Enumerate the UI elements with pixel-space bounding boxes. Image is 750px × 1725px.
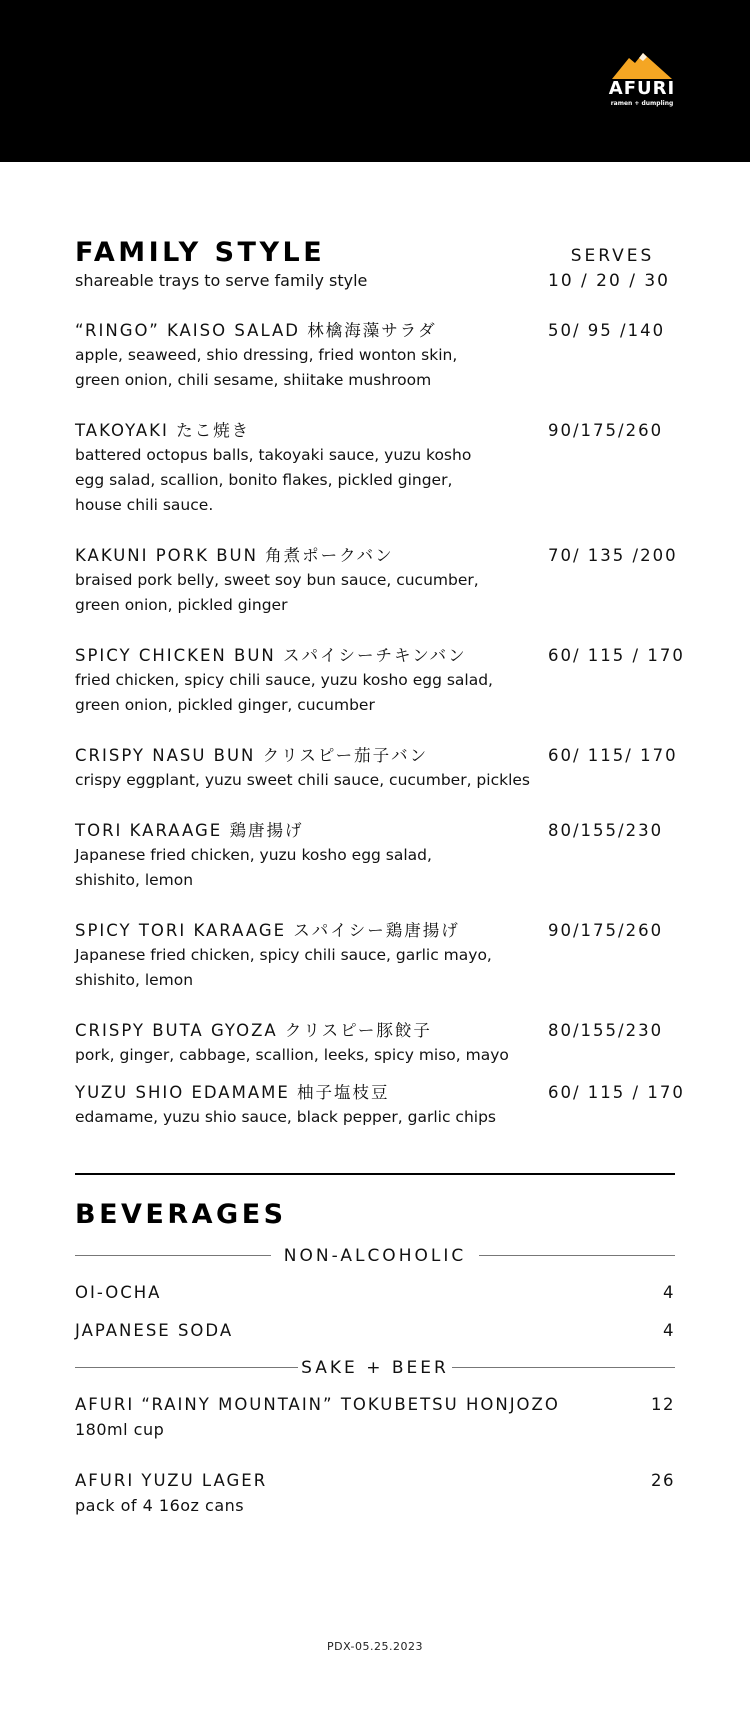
item-name: CRISPY NASU BUN クリスピー茄子バン bbox=[75, 746, 429, 765]
item-name: SPICY TORI KARAAGE スパイシー鶏唐揚げ bbox=[75, 921, 460, 940]
logo-tagline: ramen + dumpling bbox=[610, 100, 674, 107]
menu-item bbox=[75, 745, 678, 793]
item-description: Japanese fried chicken, yuzu kosho egg salad, shishito, lemon bbox=[75, 846, 432, 889]
family-style-title: FAMILY STYLE bbox=[75, 237, 326, 268]
item-name: “RINGO” KAISO SALAD 林檎海藻サラダ bbox=[75, 321, 437, 340]
item-name: SPICY CHICKEN BUN スパイシーチキンバン bbox=[75, 646, 467, 665]
sake-beer-label: SAKE + BEER bbox=[301, 1358, 449, 1378]
beverage-description: pack of 4 16oz cans bbox=[75, 1496, 245, 1515]
item-price: 60/ 115/ 170 bbox=[548, 746, 678, 765]
rule-right bbox=[479, 1255, 675, 1256]
logo-wordmark: AFURI bbox=[608, 78, 676, 99]
beverage-item bbox=[75, 1319, 675, 1343]
item-price: 90/175/260 bbox=[548, 921, 664, 940]
footer-date-code: PDX-05.25.2023 bbox=[326, 1640, 424, 1653]
item-price: 70/ 135 /200 bbox=[548, 546, 678, 565]
menu-item bbox=[75, 1020, 675, 1068]
beverage-item bbox=[75, 1393, 675, 1442]
non-alcoholic-label: NON-ALCOHOLIC bbox=[283, 1246, 467, 1266]
item-description: apple, seaweed, shio dressing, fried wonton skin, green onion, chili sesame, shiitake mushroom bbox=[75, 346, 458, 389]
beverage-description: 180ml cup bbox=[75, 1420, 165, 1439]
beverage-item bbox=[75, 1469, 675, 1518]
menu-item bbox=[75, 320, 675, 393]
item-description: braised pork belly, sweet soy bun sauce, cucumber, green onion, pickled ginger bbox=[75, 571, 479, 614]
sake-beer-header bbox=[75, 1356, 675, 1380]
beverage-price: 4 bbox=[663, 1283, 675, 1302]
beverage-name: AFURI YUZU LAGER bbox=[75, 1471, 268, 1490]
item-price: 60/ 115 / 170 bbox=[548, 646, 685, 665]
beverage-price: 4 bbox=[663, 1321, 675, 1340]
section-divider bbox=[75, 1173, 675, 1175]
item-description: battered octopus balls, takoyaki sauce, yuzu kosho egg salad, scallion, bonito flakes, pickled ginger, house chili sauce. bbox=[75, 446, 472, 514]
item-name: KAKUNI PORK BUN 角煮ポークバン bbox=[75, 546, 394, 565]
family-style-subtitle: shareable trays to serve family style bbox=[75, 271, 368, 290]
serves-sizes: 10 / 20 / 30 bbox=[548, 271, 670, 291]
menu-item bbox=[75, 1082, 685, 1130]
beverage-name: OI-OCHA bbox=[75, 1283, 162, 1302]
beverage-price: 12 bbox=[651, 1395, 675, 1414]
mountain-icon bbox=[612, 52, 672, 80]
item-description: Japanese fried chicken, spicy chili sauce, garlic mayo, shishito, lemon bbox=[75, 946, 492, 989]
item-price: 80/155/230 bbox=[548, 821, 664, 840]
beverage-item bbox=[75, 1281, 675, 1305]
menu-item bbox=[75, 820, 675, 893]
menu-item bbox=[75, 420, 675, 518]
item-description: edamame, yuzu shio sauce, black pepper, garlic chips bbox=[75, 1108, 496, 1126]
rule-right bbox=[452, 1367, 675, 1368]
beverages-title: BEVERAGES bbox=[75, 1199, 287, 1230]
item-name: CRISPY BUTA GYOZA クリスピー豚餃子 bbox=[75, 1021, 432, 1040]
item-price: 80/155/230 bbox=[548, 1021, 664, 1040]
item-price: 50/ 95 /140 bbox=[548, 321, 666, 340]
item-name: YUZU SHIO EDAMAME 柚子塩枝豆 bbox=[75, 1083, 390, 1102]
header-bar bbox=[0, 0, 750, 162]
item-description: crispy eggplant, yuzu sweet chili sauce, cucumber, pickles bbox=[75, 771, 530, 789]
beverage-price: 26 bbox=[651, 1471, 675, 1490]
afuri-logo bbox=[606, 52, 678, 112]
item-price: 60/ 115 / 170 bbox=[548, 1083, 685, 1102]
non-alcoholic-header bbox=[75, 1244, 675, 1268]
menu-item bbox=[75, 920, 675, 993]
item-name: TAKOYAKI たこ焼き bbox=[75, 421, 251, 440]
beverage-name: AFURI “RAINY MOUNTAIN” TOKUBETSU HONJOZO bbox=[75, 1395, 560, 1414]
item-name: TORI KARAAGE 鶏唐揚げ bbox=[75, 821, 304, 840]
menu-item bbox=[75, 645, 685, 718]
menu-item bbox=[75, 545, 678, 618]
item-description: fried chicken, spicy chili sauce, yuzu kosho egg salad, green onion, pickled ginger, cucumber bbox=[75, 671, 493, 714]
item-description: pork, ginger, cabbage, scallion, leeks, spicy miso, mayo bbox=[75, 1046, 509, 1064]
item-price: 90/175/260 bbox=[548, 421, 664, 440]
serves-label: SERVES bbox=[570, 246, 655, 266]
beverage-name: JAPANESE SODA bbox=[75, 1321, 234, 1340]
